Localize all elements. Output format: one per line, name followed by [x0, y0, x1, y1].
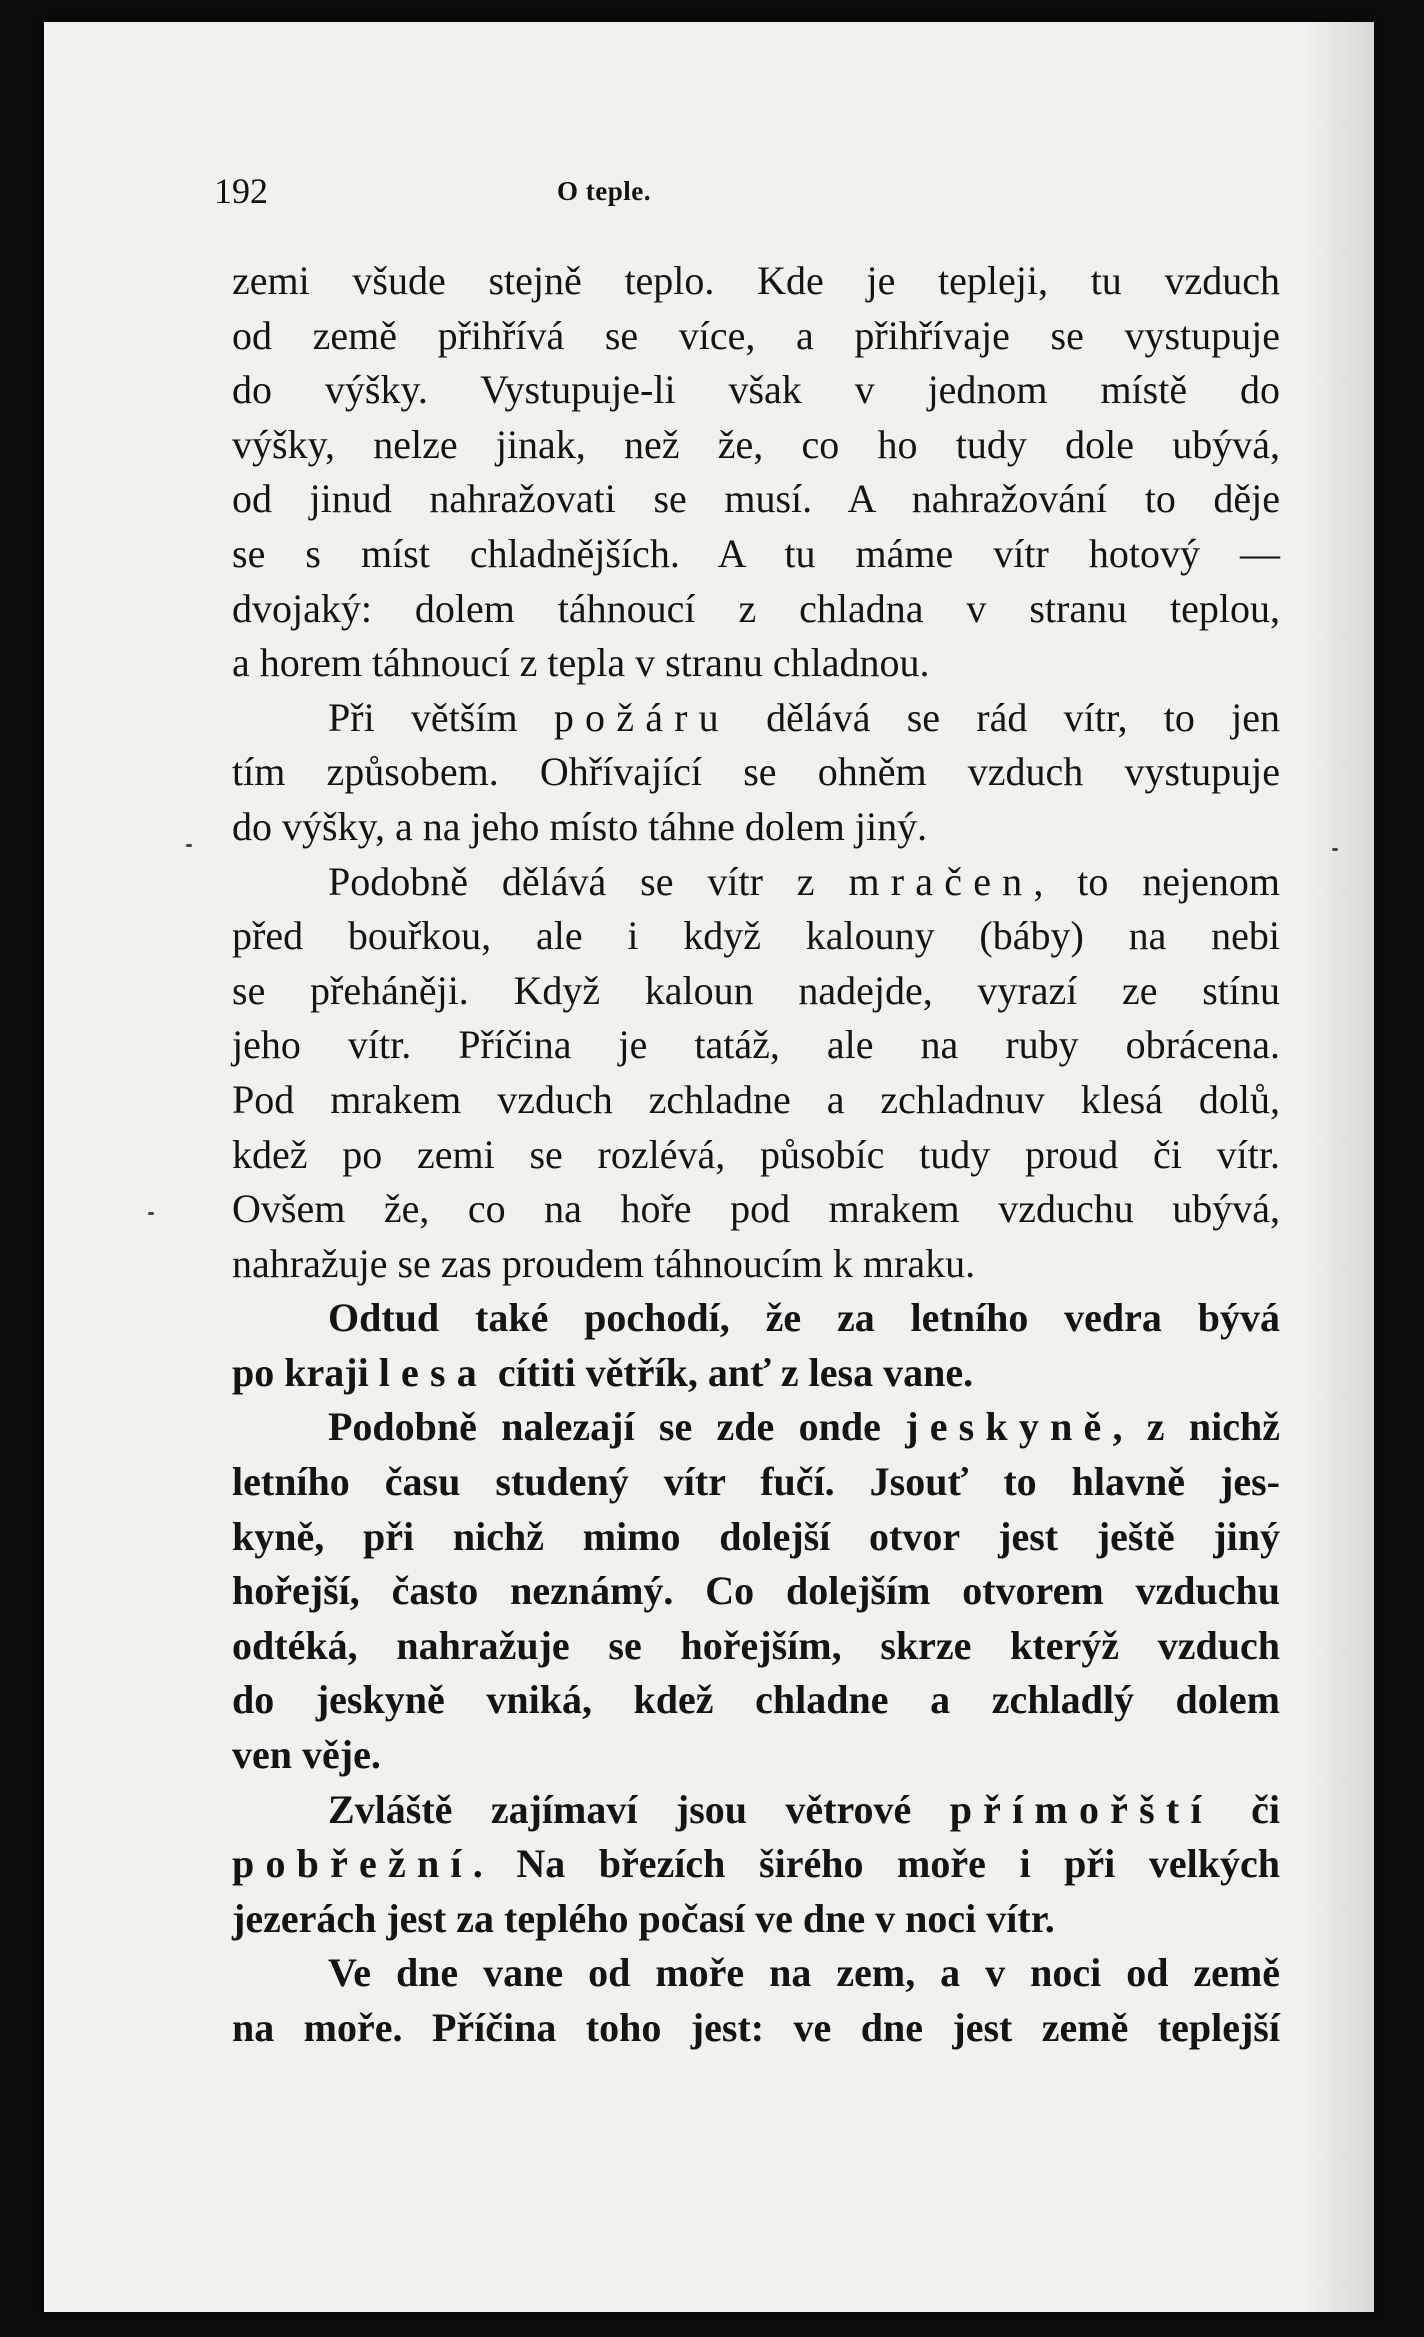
- text-fragment: , z nichž: [1112, 1404, 1281, 1450]
- spaced-term: pobřežní: [232, 1841, 473, 1887]
- paragraph: [232, 254, 1280, 691]
- text-line: kyně, při nichž mimo dolejší otvor jest ještě jiný: [232, 1513, 1280, 1559]
- text-line: před bouřkou, ale i když kalouny (báby) na nebi: [232, 913, 1280, 959]
- paragraph: [232, 691, 1280, 855]
- text-fragment: dělává se rád vítr, to jen: [766, 694, 1281, 740]
- text-line: do jeskyně vniká, kdež chladne a zchladlý dolem: [232, 1677, 1280, 1723]
- text-fragment: či: [1251, 1786, 1281, 1832]
- paragraph: [232, 1783, 1280, 1947]
- text-line: zemi všude stejně teplo. Kde je tepleji, tu vzduch: [232, 258, 1280, 303]
- text-line: jezerách jest za teplého počasí ve dne v noci vítr.: [232, 1895, 1055, 1941]
- text-line: letního času studený vítr fučí. Jsouť to hlavně jes-: [232, 1459, 1280, 1505]
- text-line: [232, 1837, 1280, 1892]
- text-line: Odtud také pochodí, že za letního vedra bývá: [328, 1295, 1280, 1341]
- text-line: Ovšem že, co na hoře pod mrakem vzduchu ubývá,: [232, 1186, 1280, 1232]
- scan-speck: [186, 844, 192, 847]
- text-line: nahražuje se zas proudem táhnoucím k mraku.: [232, 1240, 976, 1286]
- text-fragment: Podobně dělává se vítr z: [328, 858, 815, 904]
- text-line: Ve dne vane od moře na zem, a v noci od země: [328, 1950, 1280, 1996]
- running-head: [214, 170, 994, 220]
- text-line: a horem táhnoucí z tepla v stranu chladnou.: [232, 640, 930, 686]
- spaced-term: jeskyně: [905, 1404, 1113, 1450]
- text-line: odtéká, nahražuje se hořejším, skrze kterýž vzduch: [232, 1622, 1280, 1668]
- scan-speck: [148, 1212, 154, 1215]
- text-fragment: Zvláště zajímaví jsou větrové: [328, 1786, 912, 1832]
- text-fragment: , to nejenom: [1033, 858, 1280, 904]
- text-line: hořejší, často neznámý. Co dolejším otvorem vzduchu: [232, 1568, 1280, 1614]
- text-line: do výšky. Vystupuje-li však v jednom místě do: [232, 367, 1280, 413]
- text-line: do výšky, a na jeho místo táhne dolem jiný.: [232, 803, 928, 849]
- spaced-term: lesa: [378, 1349, 488, 1395]
- text-line: výšky, nelze jinak, než že, co ho tudy dole ubývá,: [232, 421, 1280, 467]
- text-fragment: Podobně nalezají se zde onde: [328, 1404, 881, 1450]
- text-line: se přeháněji. Když kaloun nadejde, vyrazí ze stínu: [232, 967, 1280, 1013]
- text-fragment: po kraji: [232, 1349, 369, 1395]
- running-title: O teple.: [557, 176, 651, 206]
- text-fragment: Při větším: [328, 694, 518, 740]
- text-line: jeho vítr. Příčina je tatáž, ale na ruby obrácena.: [232, 1022, 1280, 1068]
- text-fragment: cítiti větřík, anť z lesa vane.: [497, 1349, 974, 1395]
- text-line: ven věje.: [232, 1732, 381, 1778]
- spaced-term: přímořští: [949, 1786, 1213, 1832]
- text-line: od jinud nahražovati se musí. A nahražování to děje: [232, 476, 1280, 522]
- spaced-term: mračen: [848, 858, 1034, 904]
- text-line: na moře. Příčina toho jest: ve dne jest země teplejší: [232, 2005, 1280, 2050]
- text-line: kdež po zemi se rozlévá, působíc tudy proud či vítr.: [232, 1131, 1280, 1177]
- text-line: [232, 691, 1280, 746]
- text-line: [232, 1783, 1280, 1838]
- text-line: Pod mrakem vzduch zchladne a zchladnuv klesá dolů,: [232, 1076, 1280, 1122]
- body-text: [232, 254, 1280, 2056]
- paragraph: [232, 1946, 1280, 2055]
- text-line: [232, 1400, 1280, 1455]
- spaced-term: požáru: [553, 694, 730, 740]
- paragraph: [232, 1400, 1280, 1782]
- text-line: [232, 1346, 1280, 1401]
- text-line: od země přihřívá se více, a přihřívaje se vystupuje: [232, 312, 1280, 358]
- text-line: se s míst chladnějších. A tu máme vítr hotový —: [232, 530, 1280, 576]
- page-number: 192: [214, 171, 268, 211]
- book-page: [44, 22, 1374, 2312]
- text-line: tím způsobem. Ohřívající se ohněm vzduch vystupuje: [232, 749, 1280, 795]
- page-edge-shadow: [1304, 22, 1374, 2312]
- text-fragment: . Na březích širého moře i při velkých: [472, 1841, 1280, 1887]
- text-line: dvojaký: dolem táhnoucí z chladna v stranu teplou,: [232, 585, 1280, 631]
- scan-speck: [1332, 848, 1338, 851]
- paragraph: [232, 855, 1280, 1292]
- text-line: [232, 855, 1280, 910]
- paragraph: [232, 1291, 1280, 1400]
